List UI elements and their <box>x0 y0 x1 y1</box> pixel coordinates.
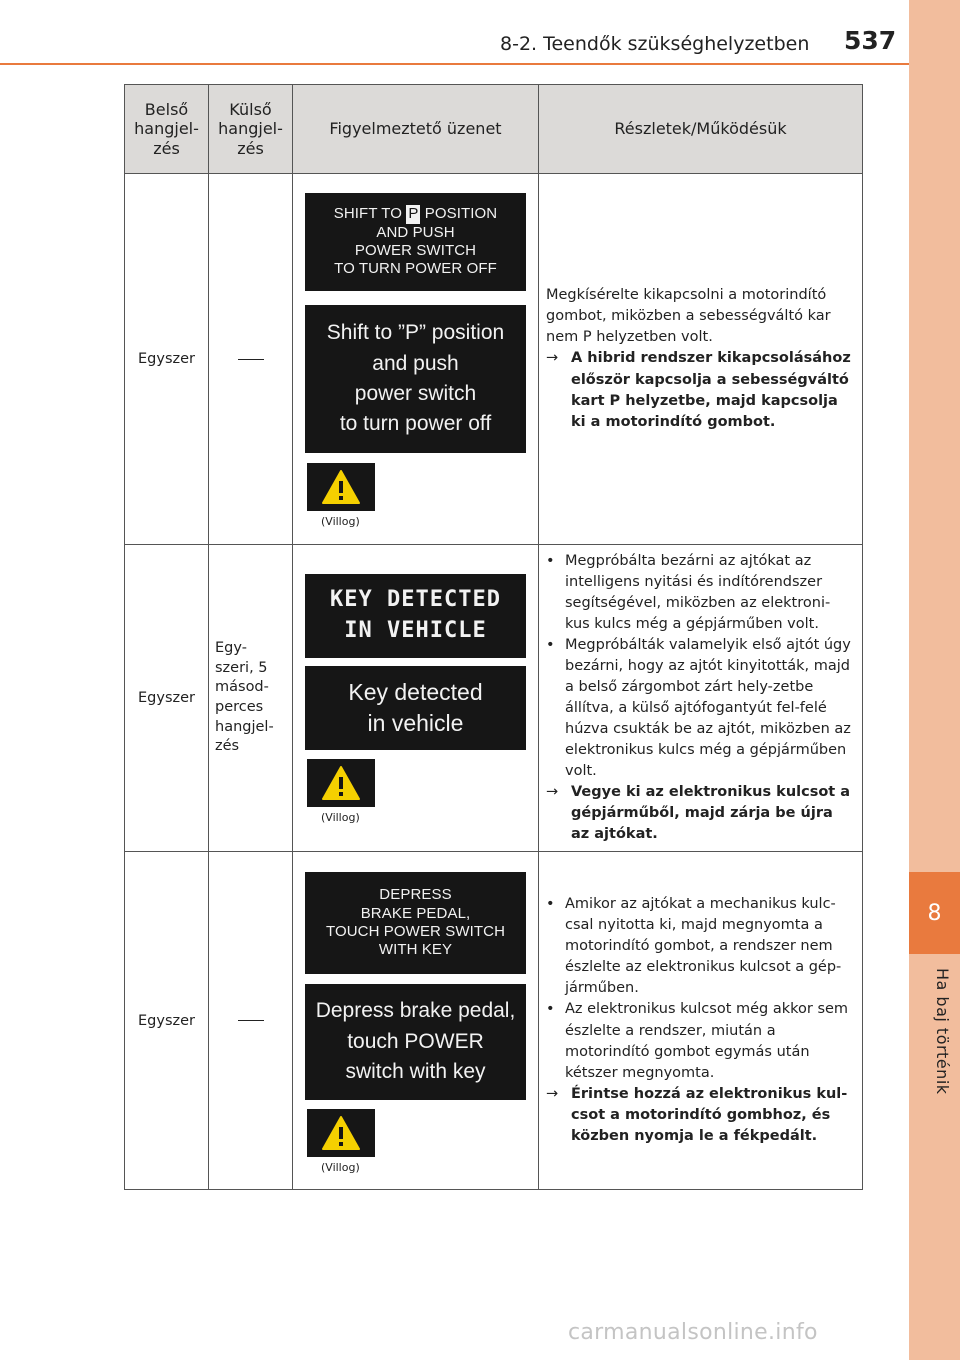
external-sound-cell <box>209 852 293 1190</box>
section-title: 8-2. Teendők szükséghelyzetben <box>500 33 810 55</box>
warning-message-cell <box>293 852 539 1190</box>
external-sound-cell <box>209 545 293 852</box>
external-sound-text: Egy-szeri, 5 másod-perces hangjel-zés <box>215 640 274 755</box>
warning-triangle-icon <box>321 469 361 505</box>
screen-line: power switch <box>354 382 477 405</box>
screen-line: switch with key <box>345 1060 486 1084</box>
internal-sound-cell: Egyszer <box>125 852 209 1190</box>
warning-message-cell <box>293 545 539 852</box>
warning-light <box>307 463 375 511</box>
display-screen-uppercase <box>305 193 526 291</box>
screen-line: Key detected <box>348 678 483 705</box>
screen-line: and push <box>372 351 459 375</box>
display-screen-uppercase <box>305 574 526 658</box>
p-position-badge: P <box>408 205 419 223</box>
screen-line: Depress brake pedal, <box>315 999 516 1023</box>
bullet-icon: • <box>546 636 555 653</box>
screen-line: TOUCH POWER SWITCH <box>325 923 506 940</box>
arrow-icon: → <box>546 1085 559 1102</box>
dash <box>238 1020 264 1021</box>
warning-light <box>307 1109 375 1157</box>
detail-bullet <box>546 635 852 782</box>
chapter-title: Ha baj történik <box>933 968 952 1095</box>
screen-line: BRAKE PEDAL, <box>360 904 471 922</box>
header-divider <box>0 63 909 65</box>
arrow-icon: → <box>546 350 559 367</box>
header-internal-sound: Belső hangjel-zés <box>125 85 209 174</box>
action-line <box>546 348 852 432</box>
screen-line: touch POWER <box>347 1029 484 1053</box>
blinking-label: (Villog) <box>321 1161 360 1174</box>
detail-bullet <box>546 999 852 1083</box>
screen-line: AND PUSH <box>376 223 455 241</box>
header-warning-message: Figyelmeztető üzenet <box>293 85 539 174</box>
screen-line: DEPRESS <box>379 886 452 904</box>
screen-line: POWER SWITCH <box>354 242 477 259</box>
arrow-icon: → <box>546 784 559 801</box>
bullet-text: Amikor az ajtókat a mechanikus kulc-csal nyitotta ki, majd megnyomta a motorindító gombot, a rendszer nem észlelte az elektronikus kulcsot a gép-járműben. <box>565 896 842 997</box>
screen-line: TO TURN POWER OFF <box>334 260 497 278</box>
detail-text: Megkísérelte kikapcsolni a motorindító gombot, miközben a sebességváltó kar nem P helyzetben volt. <box>546 287 831 346</box>
action-line <box>546 782 852 845</box>
warning-table <box>124 84 863 1190</box>
header-details: Részletek/Működésük <box>539 85 863 174</box>
screen-line: WITH KEY <box>378 941 453 959</box>
action-text: Vegye ki az elektronikus kulcsot a gépjárműből, majd zárja be újra az ajtókat. <box>571 784 851 843</box>
display-screen-lowercase <box>305 666 526 750</box>
internal-sound-cell: Egyszer <box>125 174 209 545</box>
details-cell <box>539 174 863 545</box>
page-number: 537 <box>844 26 897 55</box>
warning-triangle-icon <box>321 765 361 801</box>
dash <box>238 359 264 360</box>
blinking-label: (Villog) <box>321 811 360 824</box>
bullet-text: Megpróbálta bezárni az ajtókat az intelligens nyitási és indítórendszer segítségével, miközben az elektroni-kus kulcs még a gépjárműben volt. <box>565 552 831 632</box>
bullet-icon: • <box>546 552 555 569</box>
bullet-text: Megpróbálták valamelyik első ajtót úgy bezárni, hogy az ajtót kinyitották, majd a belső zárgombot zárt hely-zetbe állítva, a külső ajtófogantyút fel-felé húzva csukták be az ajtót, miközben az elektronikus kulcs még a gépjárműben volt. <box>565 636 851 780</box>
screen-line: in vehicle <box>367 710 464 736</box>
details-cell <box>539 545 863 852</box>
screen-line: POSITION <box>424 205 498 223</box>
display-screen-uppercase <box>305 872 526 974</box>
watermark[interactable]: carmanualsonline.info <box>568 1320 818 1345</box>
table-header-row <box>125 85 863 174</box>
warning-message-cell <box>293 174 539 545</box>
internal-sound-cell: Egyszer <box>125 545 209 852</box>
bullet-icon: • <box>546 1001 555 1018</box>
bullet-icon: • <box>546 896 555 913</box>
screen-line: IN VEHICLE <box>344 618 487 643</box>
header-external-sound: Külső hangjel-zés <box>209 85 293 174</box>
chapter-number: 8 <box>927 900 942 926</box>
table-row <box>125 174 863 545</box>
screen-line: SHIFT TO <box>333 205 403 223</box>
screen-line: to turn power off <box>339 412 492 436</box>
display-screen-lowercase <box>305 305 526 453</box>
details-cell <box>539 852 863 1190</box>
blinking-label: (Villog) <box>321 515 360 528</box>
side-tab-strip <box>909 0 960 1360</box>
screen-line: Shift to ”P” position <box>326 321 505 345</box>
chapter-number-tab[interactable] <box>909 872 960 954</box>
external-sound-cell <box>209 174 293 545</box>
warning-triangle-icon <box>321 1115 361 1151</box>
table-row <box>125 545 863 852</box>
detail-bullet <box>546 894 852 999</box>
table-row <box>125 852 863 1190</box>
action-text: Érintse hozzá az elektronikus kul-csot a motorindító gombhoz, és közben nyomja le a fékpedált. <box>571 1085 848 1144</box>
warning-light <box>307 759 375 807</box>
bullet-text: Az elektronikus kulcsot még akkor sem észlelte a rendszer, miután a motorindító gombot egymás után kétszer megnyomta. <box>565 1001 849 1081</box>
action-text: A hibrid rendszer kikapcsolásához először kapcsolja a sebességváltó kart P helyzetbe, majd kapcsolja ki a motorindító gombot. <box>571 350 851 430</box>
action-line <box>546 1084 852 1147</box>
detail-bullet <box>546 551 852 635</box>
display-screen-lowercase <box>305 984 526 1100</box>
screen-line: KEY DETECTED <box>330 587 501 613</box>
